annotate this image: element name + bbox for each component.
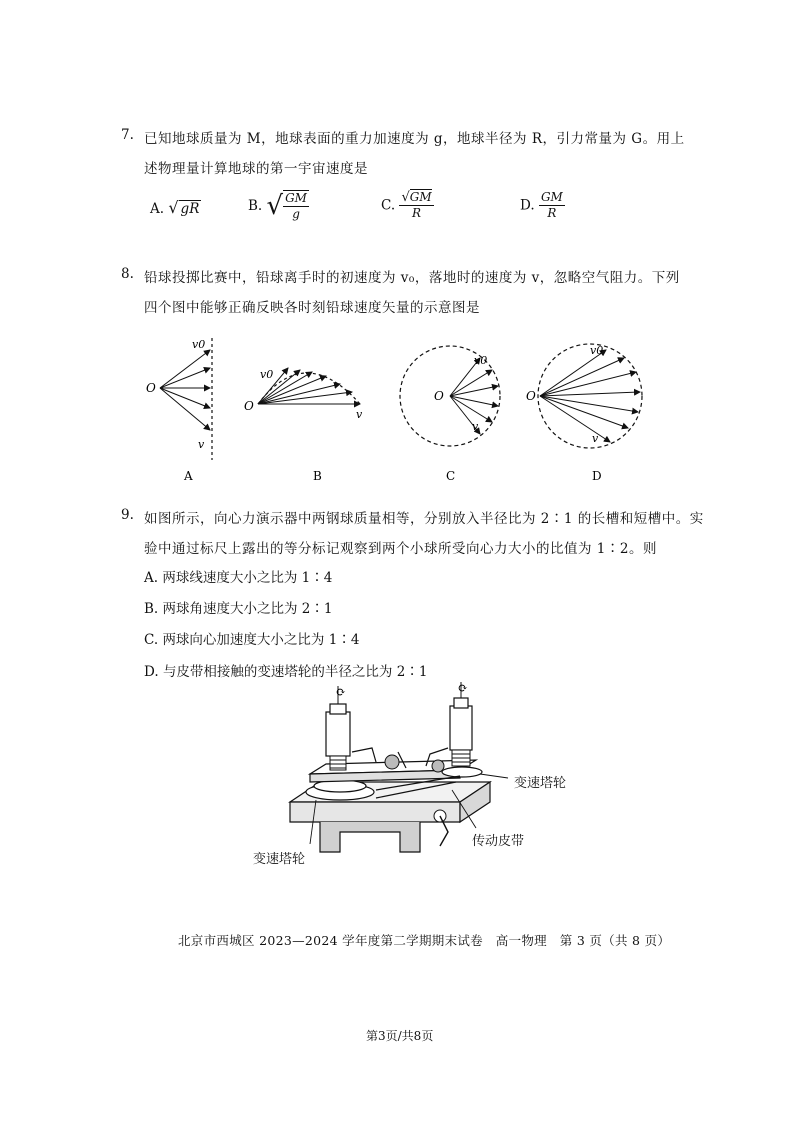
q8-stem-line2: 四个图中能够正确反映各时刻铅球速度矢量的示意图是 [144,300,480,316]
q8-d-origin: O [526,389,536,403]
label-tower-pulley-right: 变速塔轮 [514,776,567,791]
q8-figure-b [244,368,363,483]
q8-stem-line1: 铅球投掷比赛中，铅球离手时的初速度为 v₀，落地时的速度为 v，忽略空气阻力。下列 [144,270,680,286]
q7-option-c-numerator-text: GM [409,190,432,204]
q8-figure-d [526,344,642,483]
q7-option-c-numerator: √GM [401,190,432,205]
page-number: 第3页/共8页 [366,1029,434,1043]
q9-option-b [144,597,333,617]
q9-option-a [144,566,332,586]
q8-figures [130,330,670,490]
q8-c-v: v [472,420,479,433]
q7-option-b-fraction [283,190,309,222]
q8-b-v: v [356,408,363,421]
q9-option-b-text: 两球角速度大小之比为 2∶1 [162,601,333,617]
q9-stem-line1: 如图所示，向心力演示器中两钢球质量相等，分别放入半径比为 2∶1 的长槽和短槽中。实 [144,511,704,527]
q7-option-b-denominator: g [292,207,300,221]
svg-text:⟳: ⟳ [336,685,347,699]
q8-figure-a [146,338,212,483]
q9-option-c [144,628,359,648]
q8-b-caption: B [313,469,322,483]
q7-option-a-expr: gR [180,201,200,217]
q8-b-origin: O [244,399,254,413]
q7-option-a [150,198,201,217]
q9-option-c-text: 两球向心加速度大小之比为 1∶4 [162,632,360,648]
q8-a-v0: v0 [192,338,206,351]
q8-a-caption: A [184,469,193,483]
q9-option-d [144,660,427,680]
q9-option-d-text: 与皮带相接触的变速塔轮的半径之比为 2∶1 [162,664,428,680]
q7-option-c-label: C. [381,197,396,214]
q8-a-origin: O [146,381,156,395]
q8-d-v0: v0 [590,344,604,357]
label-tower-pulley-left: 变速塔轮 [253,852,306,867]
q7-number: 7. [121,127,134,143]
q9-option-d-label: D. [144,664,159,680]
q9-option-c-label: C. [144,632,159,648]
q8-b-v0: v0 [260,368,274,381]
q7-stem-line2: 述物理量计算地球的第一宇宙速度是 [144,161,368,177]
q8-figure-c [400,346,500,483]
q7-option-a-label: A. [150,201,165,217]
label-transmission-belt: 传动皮带 [472,834,525,849]
q8-c-caption: C [446,469,456,483]
q7-option-c-fraction [399,190,433,221]
q9-option-b-label: B. [144,601,159,617]
q8-c-origin: O [434,389,444,403]
q7-option-b-label: B. [248,198,263,214]
q7-option-d-numerator: GM [540,190,563,204]
q7-option-b [248,190,309,222]
q7-option-b-numerator: GM [285,191,307,205]
q7-stem-line1: 已知地球质量为 M，地球表面的重力加速度为 g，地球半径为 R，引力常量为 G。用上 [144,131,685,147]
q7-option-d-label: D. [520,197,535,214]
q7-option-c [381,190,434,221]
q9-option-a-text: 两球线速度大小之比为 1∶4 [162,570,333,586]
q7-option-d [520,190,565,221]
q7-option-c-denominator: R [412,206,422,220]
q8-d-caption: D [592,469,602,483]
q9-stem-line2: 验中通过标尺上露出的等分标记观察到两个小球所受向心力大小的比值为 1∶2。则 [144,541,657,557]
sqrt-symbol: √ [168,198,179,217]
q9-option-a-label: A. [144,570,159,586]
sqrt-symbol: √ [266,191,284,221]
q8-number: 8. [121,266,134,282]
q8-a-v: v [198,438,205,451]
q7-option-d-denominator: R [547,206,557,220]
q7-option-d-fraction [539,190,565,221]
q8-c-v0: v0 [474,354,488,367]
svg-text:⟳: ⟳ [458,682,469,695]
q9-number: 9. [121,507,134,523]
page-footer: 北京市西城区 2023—2024 学年度第二学期期末试卷 高一物理 第 3 页（共 8 页） [178,933,671,948]
q8-d-v: v [592,432,599,445]
